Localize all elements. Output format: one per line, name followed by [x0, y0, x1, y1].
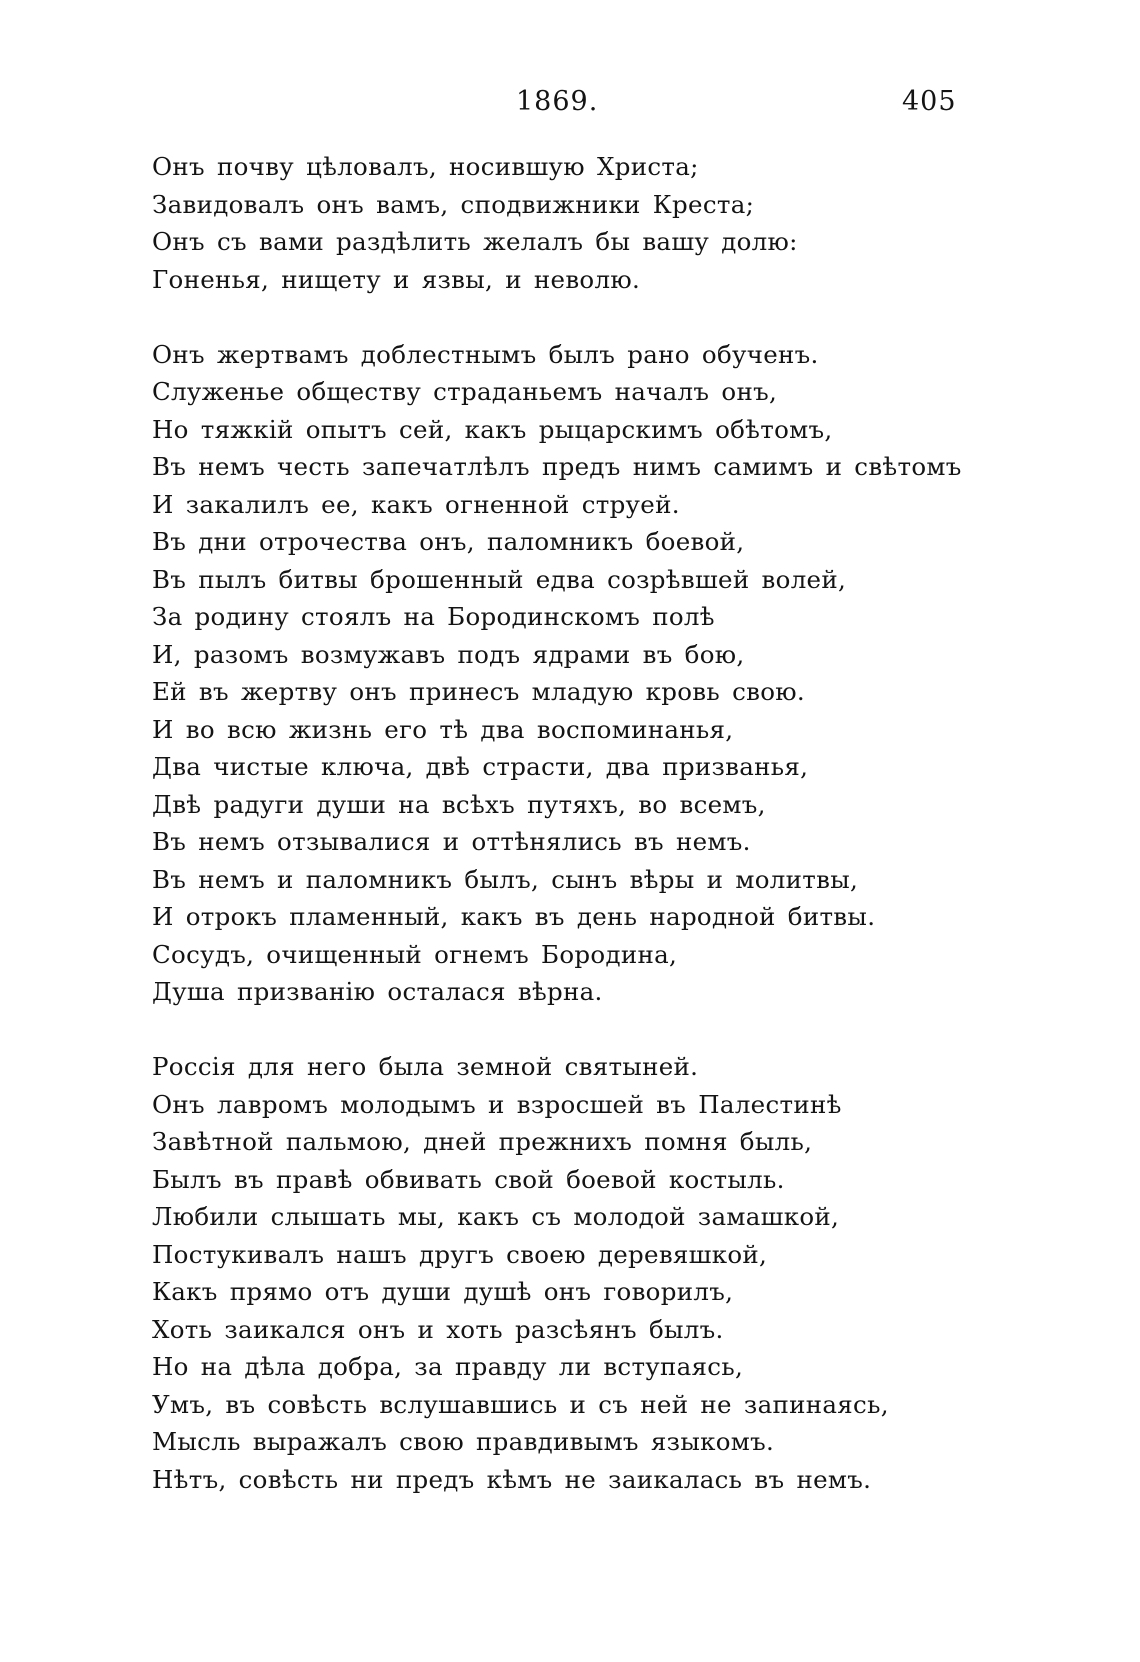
poem-line: Россія для него была земной святыней. — [152, 1052, 699, 1081]
poem-body — [152, 148, 982, 1498]
poem-line: Въ немъ честь запечатлѣлъ предъ нимъ самимъ и свѣтомъ — [152, 452, 962, 481]
stanza-2 — [152, 336, 982, 1011]
poem-line: Но тяжкій опытъ сей, какъ рыцарскимъ обѣтомъ, — [152, 414, 833, 444]
poem-line: Умъ, въ совѣсть вслушавшись и съ ней не запинаясь, — [152, 1389, 889, 1419]
poem-line: Онъ съ вами раздѣлить желалъ бы вашу долю: — [152, 227, 798, 256]
poem-line: Служенье обществу страданьемъ началъ онъ, — [152, 377, 778, 406]
poem-line: Постукивалъ нашъ другъ своею деревяшкой, — [152, 1239, 768, 1269]
poem-line: Нѣтъ, совѣсть ни предъ кѣмъ не заикалась въ немъ. — [152, 1464, 872, 1494]
poem-line: Въ пылъ битвы брошенный едва созрѣвшей волей, — [152, 564, 847, 594]
page-number: 405 — [902, 86, 957, 117]
poem-line: И, разомъ возмужавъ подъ ядрами въ бою, — [152, 639, 745, 669]
poem-line: Ей въ жертву онъ принесъ младую кровь свою. — [152, 677, 805, 706]
poem-line: Онъ лавромъ молодымъ и взросшей въ Палестинѣ — [152, 1089, 842, 1119]
header-year: 1869. — [516, 86, 599, 117]
poem-line: И во всю жизнь его тѣ два воспоминанья, — [152, 714, 734, 744]
poem-line: Два чистые ключа, двѣ страсти, два призванья, — [152, 752, 809, 781]
poem-line: И отрокъ пламенный, какъ въ день народной битвы. — [152, 902, 876, 931]
poem-line: Любили слышать мы, какъ съ молодой замашкой, — [152, 1202, 840, 1231]
poem-line: Въ немъ и паломникъ былъ, сынъ вѣры и молитвы, — [152, 864, 859, 894]
poem-line: Какъ прямо отъ души душѣ онъ говорилъ, — [152, 1277, 734, 1306]
poem-line: Завѣтной пальмою, дней прежнихъ помня быль, — [152, 1127, 813, 1156]
poem-line: Гоненья, нищету и язвы, и неволю. — [152, 264, 641, 294]
poem-line: Онъ жертвамъ доблестнымъ былъ рано обученъ. — [152, 339, 819, 369]
poem-line: Хоть заикался онъ и хоть разсѣянъ былъ. — [152, 1314, 724, 1344]
poem-line: Душа призванію осталася вѣрна. — [152, 977, 603, 1006]
stanza-1 — [152, 148, 982, 298]
poem-line: Мысль выражалъ свою правдивымъ языкомъ. — [152, 1427, 775, 1456]
poem-line: Сосудъ, очищенный огнемъ Бородина, — [152, 939, 678, 969]
poem-line: Онъ почву цѣловалъ, носившую Христа; — [152, 152, 699, 181]
stanza-3 — [152, 1048, 982, 1498]
poem-line: Въ дни отрочества онъ, паломникъ боевой, — [152, 527, 745, 556]
poem-line: Двѣ радуги души на всѣхъ путяхъ, во всемъ, — [152, 789, 766, 819]
poem-line: И закалилъ ее, какъ огненной струей. — [152, 489, 680, 519]
running-header — [0, 84, 1140, 120]
poem-line: Завидовалъ онъ вамъ, сподвижники Креста; — [152, 189, 755, 219]
poem-line: За родину стоялъ на Бородинскомъ полѣ — [152, 602, 715, 631]
poem-line: Въ немъ отзывалися и оттѣнялись въ немъ. — [152, 827, 751, 856]
poem-line: Былъ въ правѣ обвивать свой боевой костыль. — [152, 1164, 785, 1194]
poem-line: Но на дѣла добра, за правду ли вступаясь, — [152, 1352, 744, 1381]
